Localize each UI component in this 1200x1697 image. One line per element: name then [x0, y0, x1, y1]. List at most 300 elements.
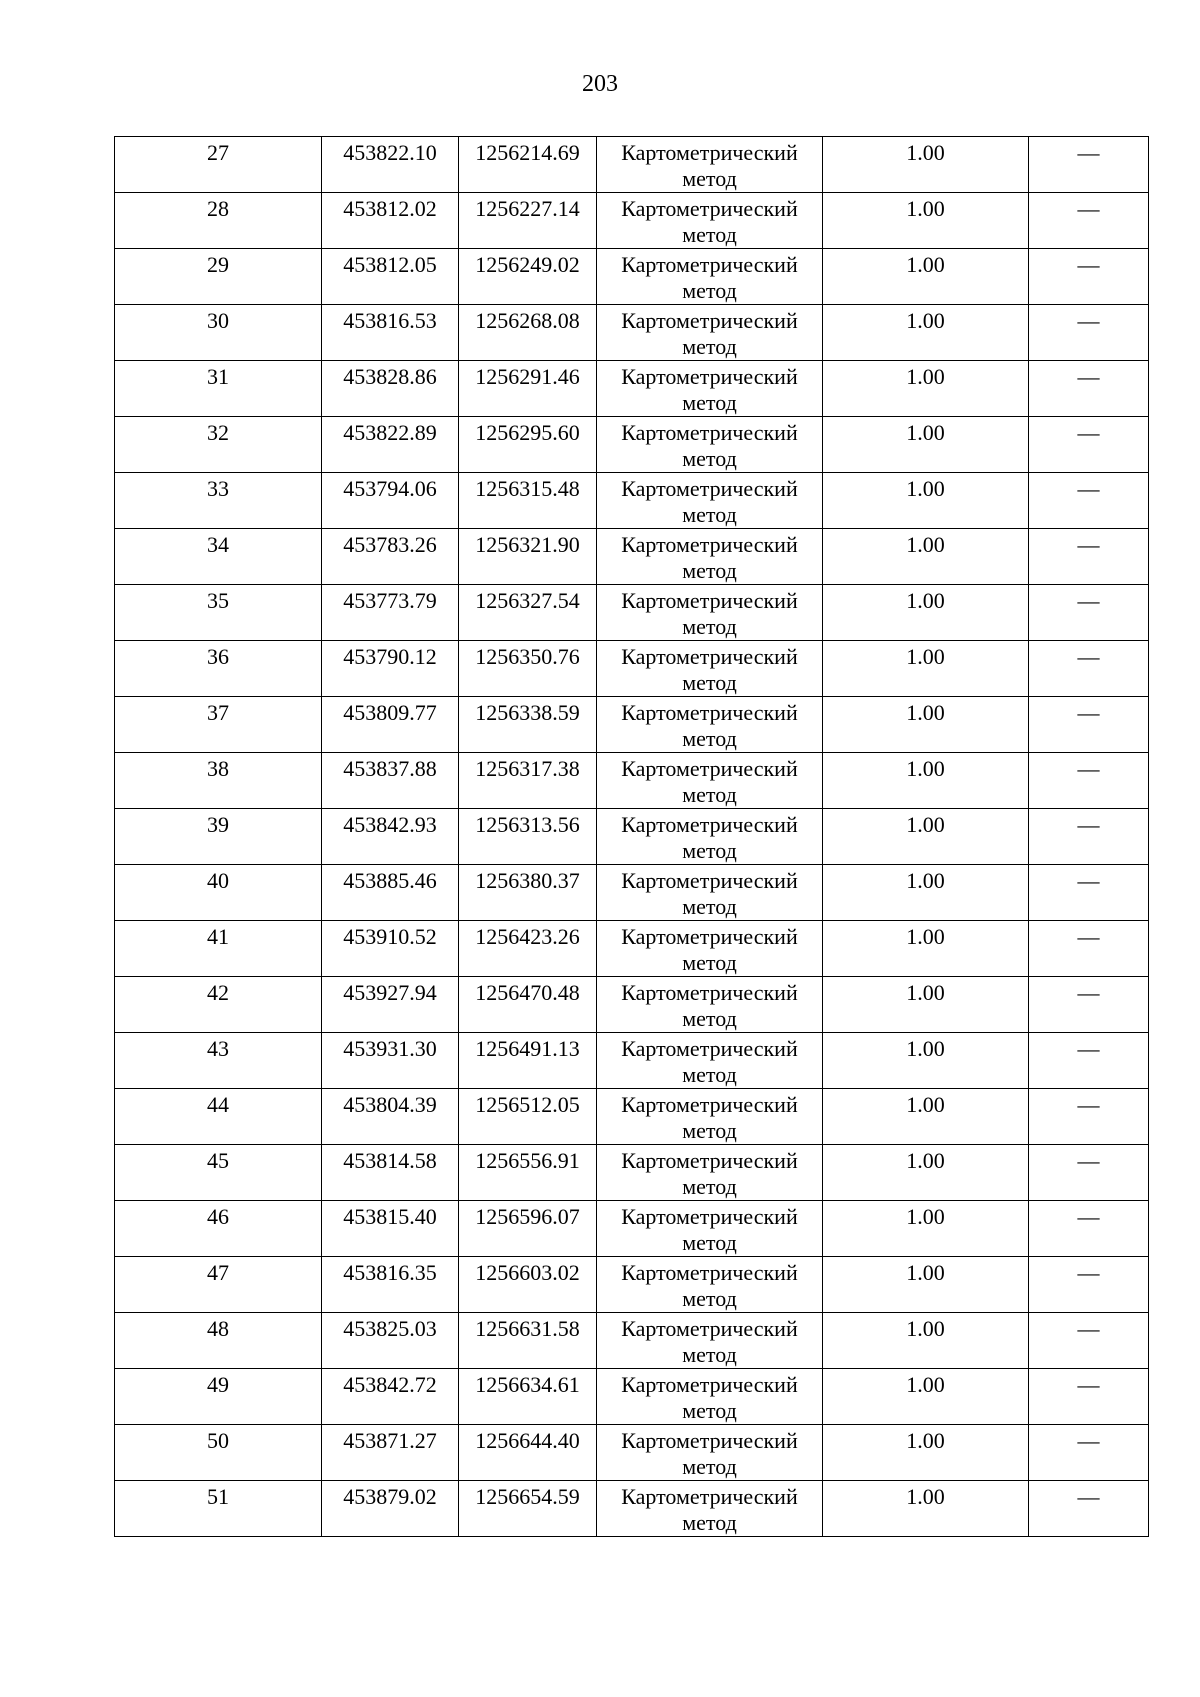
method-cell [597, 417, 823, 473]
method-line-2: метод [682, 1510, 737, 1535]
x-coordinate-cell-text: 453871.27 [343, 1428, 437, 1453]
y-coordinate-cell [459, 361, 597, 417]
accuracy-cell [823, 417, 1029, 473]
method-line-2: метод [682, 502, 737, 527]
y-coordinate-cell [459, 1033, 597, 1089]
table-row [115, 753, 1149, 809]
accuracy-cell-text: 1.00 [906, 420, 945, 445]
note-cell [1029, 137, 1149, 193]
point-number-cell [115, 809, 322, 865]
point-number-cell [115, 529, 322, 585]
method-cell [597, 1481, 823, 1537]
note-cell-text: — [1077, 1148, 1100, 1173]
y-coordinate-cell-text: 1256249.02 [475, 252, 580, 277]
x-coordinate-cell-text: 453910.52 [343, 924, 437, 949]
point-number-cell-text: 31 [207, 364, 229, 389]
table-row [115, 1425, 1149, 1481]
x-coordinate-cell-text: 453825.03 [343, 1316, 437, 1341]
accuracy-cell [823, 193, 1029, 249]
note-cell [1029, 1425, 1149, 1481]
y-coordinate-cell [459, 1257, 597, 1313]
note-cell [1029, 1257, 1149, 1313]
x-coordinate-cell [322, 865, 459, 921]
table-row [115, 1313, 1149, 1369]
table-row [115, 361, 1149, 417]
method-cell [597, 753, 823, 809]
method-cell [597, 697, 823, 753]
accuracy-cell-text: 1.00 [906, 1204, 945, 1229]
method-line-2: метод [682, 1118, 737, 1143]
table-row [115, 1033, 1149, 1089]
accuracy-cell-text: 1.00 [906, 532, 945, 557]
point-number-cell [115, 1145, 322, 1201]
x-coordinate-cell-text: 453816.35 [343, 1260, 437, 1285]
x-coordinate-cell-text: 453828.86 [343, 364, 437, 389]
table-row [115, 529, 1149, 585]
note-cell [1029, 585, 1149, 641]
y-coordinate-cell-text: 1256644.40 [475, 1428, 580, 1453]
method-text [597, 809, 822, 864]
page-number: 203 [582, 71, 618, 97]
y-coordinate-cell [459, 1201, 597, 1257]
note-cell-text: — [1077, 924, 1100, 949]
table-row [115, 697, 1149, 753]
note-cell [1029, 529, 1149, 585]
method-line-1: Картометрический [621, 196, 798, 221]
method-text [597, 361, 822, 416]
x-coordinate-cell-text: 453837.88 [343, 756, 437, 781]
x-coordinate-cell [322, 1201, 459, 1257]
point-number-cell-text: 44 [207, 1092, 229, 1117]
method-cell [597, 473, 823, 529]
point-number-cell [115, 585, 322, 641]
note-cell [1029, 977, 1149, 1033]
point-number-cell-text: 45 [207, 1148, 229, 1173]
point-number-cell-text: 38 [207, 756, 229, 781]
point-number-cell-text: 35 [207, 588, 229, 613]
method-line-1: Картометрический [621, 812, 798, 837]
method-line-2: метод [682, 446, 737, 471]
method-line-2: метод [682, 1286, 737, 1311]
accuracy-cell [823, 977, 1029, 1033]
x-coordinate-cell-text: 453804.39 [343, 1092, 437, 1117]
accuracy-cell [823, 1033, 1029, 1089]
x-coordinate-cell [322, 641, 459, 697]
point-number-cell [115, 865, 322, 921]
accuracy-cell-text: 1.00 [906, 812, 945, 837]
method-text [597, 1257, 822, 1312]
method-line-2: метод [682, 838, 737, 863]
point-number-cell-text: 41 [207, 924, 229, 949]
method-line-1: Картометрический [621, 1372, 798, 1397]
note-cell-text: — [1077, 140, 1100, 165]
point-number-cell [115, 1201, 322, 1257]
y-coordinate-cell [459, 697, 597, 753]
y-coordinate-cell-text: 1256227.14 [475, 196, 580, 221]
method-cell [597, 529, 823, 585]
x-coordinate-cell-text: 453783.26 [343, 532, 437, 557]
method-line-1: Картометрический [621, 252, 798, 277]
method-line-2: метод [682, 614, 737, 639]
method-cell [597, 193, 823, 249]
accuracy-cell [823, 1089, 1029, 1145]
note-cell-text: — [1077, 700, 1100, 725]
method-text [597, 641, 822, 696]
y-coordinate-cell-text: 1256315.48 [475, 476, 580, 501]
method-line-1: Картометрический [621, 1484, 798, 1509]
point-number-cell [115, 1481, 322, 1537]
note-cell [1029, 809, 1149, 865]
note-cell-text: — [1077, 1428, 1100, 1453]
method-line-2: метод [682, 558, 737, 583]
x-coordinate-cell-text: 453794.06 [343, 476, 437, 501]
y-coordinate-cell [459, 137, 597, 193]
method-line-1: Картометрический [621, 1204, 798, 1229]
method-line-2: метод [682, 1454, 737, 1479]
method-line-2: метод [682, 1062, 737, 1087]
x-coordinate-cell-text: 453842.72 [343, 1372, 437, 1397]
note-cell [1029, 1313, 1149, 1369]
note-cell-text: — [1077, 308, 1100, 333]
method-line-2: метод [682, 1006, 737, 1031]
method-text [597, 193, 822, 248]
x-coordinate-cell [322, 473, 459, 529]
point-number-cell [115, 753, 322, 809]
method-line-1: Картометрический [621, 924, 798, 949]
x-coordinate-cell [322, 1089, 459, 1145]
method-cell [597, 1425, 823, 1481]
x-coordinate-cell-text: 453927.94 [343, 980, 437, 1005]
note-cell [1029, 865, 1149, 921]
table-row [115, 641, 1149, 697]
coordinates-table [114, 136, 1149, 1537]
method-line-1: Картометрический [621, 532, 798, 557]
method-cell [597, 977, 823, 1033]
accuracy-cell [823, 361, 1029, 417]
accuracy-cell [823, 1257, 1029, 1313]
method-text [597, 921, 822, 976]
method-line-1: Картометрический [621, 1092, 798, 1117]
method-text [597, 1201, 822, 1256]
y-coordinate-cell [459, 1313, 597, 1369]
point-number-cell-text: 28 [207, 196, 229, 221]
x-coordinate-cell [322, 361, 459, 417]
accuracy-cell [823, 1481, 1029, 1537]
note-cell [1029, 1369, 1149, 1425]
note-cell-text: — [1077, 1204, 1100, 1229]
method-text [597, 697, 822, 752]
point-number-cell-text: 33 [207, 476, 229, 501]
point-number-cell [115, 1257, 322, 1313]
accuracy-cell [823, 809, 1029, 865]
method-text [597, 1089, 822, 1144]
method-line-2: метод [682, 222, 737, 247]
accuracy-cell-text: 1.00 [906, 1036, 945, 1061]
note-cell [1029, 697, 1149, 753]
method-line-2: метод [682, 1174, 737, 1199]
method-line-1: Картометрический [621, 420, 798, 445]
point-number-cell-text: 32 [207, 420, 229, 445]
method-line-1: Картометрический [621, 1316, 798, 1341]
note-cell [1029, 1033, 1149, 1089]
point-number-cell [115, 1033, 322, 1089]
method-line-2: метод [682, 894, 737, 919]
note-cell-text: — [1077, 588, 1100, 613]
method-text [597, 1369, 822, 1424]
x-coordinate-cell [322, 1257, 459, 1313]
note-cell-text: — [1077, 1372, 1100, 1397]
accuracy-cell [823, 305, 1029, 361]
method-text [597, 585, 822, 640]
method-text [597, 1481, 822, 1536]
point-number-cell [115, 417, 322, 473]
point-number-cell [115, 977, 322, 1033]
accuracy-cell-text: 1.00 [906, 196, 945, 221]
x-coordinate-cell-text: 453773.79 [343, 588, 437, 613]
x-coordinate-cell [322, 697, 459, 753]
table-row [115, 473, 1149, 529]
point-number-cell-text: 42 [207, 980, 229, 1005]
accuracy-cell-text: 1.00 [906, 1316, 945, 1341]
point-number-cell-text: 49 [207, 1372, 229, 1397]
method-line-1: Картометрический [621, 868, 798, 893]
accuracy-cell-text: 1.00 [906, 308, 945, 333]
accuracy-cell-text: 1.00 [906, 924, 945, 949]
accuracy-cell [823, 473, 1029, 529]
y-coordinate-cell-text: 1256380.37 [475, 868, 580, 893]
table-row [115, 249, 1149, 305]
accuracy-cell-text: 1.00 [906, 756, 945, 781]
note-cell [1029, 1145, 1149, 1201]
x-coordinate-cell [322, 137, 459, 193]
point-number-cell [115, 1089, 322, 1145]
method-text [597, 1313, 822, 1368]
y-coordinate-cell-text: 1256291.46 [475, 364, 580, 389]
method-text [597, 1145, 822, 1200]
table-row [115, 1257, 1149, 1313]
method-line-1: Картометрический [621, 980, 798, 1005]
note-cell [1029, 641, 1149, 697]
note-cell [1029, 417, 1149, 473]
method-line-1: Картометрический [621, 1260, 798, 1285]
y-coordinate-cell [459, 1369, 597, 1425]
point-number-cell [115, 697, 322, 753]
accuracy-cell [823, 921, 1029, 977]
y-coordinate-cell-text: 1256338.59 [475, 700, 580, 725]
method-cell [597, 921, 823, 977]
method-cell [597, 641, 823, 697]
note-cell-text: — [1077, 532, 1100, 557]
y-coordinate-cell [459, 753, 597, 809]
x-coordinate-cell-text: 453822.89 [343, 420, 437, 445]
note-cell-text: — [1077, 1092, 1100, 1117]
point-number-cell [115, 1369, 322, 1425]
method-cell [597, 809, 823, 865]
method-line-1: Картометрический [621, 1148, 798, 1173]
point-number-cell [115, 193, 322, 249]
point-number-cell-text: 36 [207, 644, 229, 669]
point-number-cell [115, 641, 322, 697]
y-coordinate-cell-text: 1256327.54 [475, 588, 580, 613]
y-coordinate-cell [459, 977, 597, 1033]
table-row [115, 865, 1149, 921]
method-line-1: Картометрический [621, 1036, 798, 1061]
method-line-2: метод [682, 1230, 737, 1255]
x-coordinate-cell-text: 453814.58 [343, 1148, 437, 1173]
table-row [115, 585, 1149, 641]
method-line-2: метод [682, 950, 737, 975]
method-line-1: Картометрический [621, 476, 798, 501]
y-coordinate-cell [459, 305, 597, 361]
table-row [115, 137, 1149, 193]
point-number-cell [115, 249, 322, 305]
method-line-1: Картометрический [621, 140, 798, 165]
point-number-cell-text: 43 [207, 1036, 229, 1061]
point-number-cell-text: 48 [207, 1316, 229, 1341]
note-cell-text: — [1077, 196, 1100, 221]
method-line-2: метод [682, 782, 737, 807]
accuracy-cell-text: 1.00 [906, 644, 945, 669]
table-row [115, 1481, 1149, 1537]
point-number-cell [115, 921, 322, 977]
x-coordinate-cell-text: 453816.53 [343, 308, 437, 333]
y-coordinate-cell [459, 641, 597, 697]
accuracy-cell-text: 1.00 [906, 980, 945, 1005]
point-number-cell-text: 37 [207, 700, 229, 725]
point-number-cell-text: 46 [207, 1204, 229, 1229]
accuracy-cell-text: 1.00 [906, 700, 945, 725]
table-body [115, 137, 1149, 1537]
accuracy-cell-text: 1.00 [906, 1092, 945, 1117]
x-coordinate-cell [322, 249, 459, 305]
method-text [597, 1425, 822, 1480]
x-coordinate-cell [322, 1145, 459, 1201]
x-coordinate-cell [322, 921, 459, 977]
note-cell-text: — [1077, 868, 1100, 893]
method-text [597, 977, 822, 1032]
method-line-2: метод [682, 278, 737, 303]
table-row [115, 977, 1149, 1033]
method-text [597, 529, 822, 584]
y-coordinate-cell-text: 1256295.60 [475, 420, 580, 445]
x-coordinate-cell-text: 453815.40 [343, 1204, 437, 1229]
table-row [115, 305, 1149, 361]
method-text [597, 753, 822, 808]
y-coordinate-cell [459, 865, 597, 921]
note-cell [1029, 1201, 1149, 1257]
point-number-cell [115, 137, 322, 193]
note-cell [1029, 249, 1149, 305]
method-cell [597, 1201, 823, 1257]
x-coordinate-cell [322, 1425, 459, 1481]
x-coordinate-cell [322, 753, 459, 809]
method-cell [597, 361, 823, 417]
method-cell [597, 1369, 823, 1425]
point-number-cell-text: 34 [207, 532, 229, 557]
accuracy-cell [823, 249, 1029, 305]
method-text [597, 1033, 822, 1088]
accuracy-cell-text: 1.00 [906, 476, 945, 501]
method-cell [597, 865, 823, 921]
method-cell [597, 305, 823, 361]
note-cell-text: — [1077, 980, 1100, 1005]
y-coordinate-cell [459, 193, 597, 249]
method-cell [597, 137, 823, 193]
x-coordinate-cell [322, 305, 459, 361]
accuracy-cell [823, 641, 1029, 697]
y-coordinate-cell-text: 1256556.91 [475, 1148, 580, 1173]
x-coordinate-cell [322, 809, 459, 865]
y-coordinate-cell-text: 1256423.26 [475, 924, 580, 949]
method-text [597, 305, 822, 360]
point-number-cell-text: 29 [207, 252, 229, 277]
method-cell [597, 249, 823, 305]
point-number-cell-text: 51 [207, 1484, 229, 1509]
x-coordinate-cell-text: 453885.46 [343, 868, 437, 893]
y-coordinate-cell-text: 1256512.05 [475, 1092, 580, 1117]
note-cell-text: — [1077, 476, 1100, 501]
accuracy-cell [823, 529, 1029, 585]
table-row [115, 809, 1149, 865]
note-cell [1029, 753, 1149, 809]
note-cell-text: — [1077, 364, 1100, 389]
x-coordinate-cell [322, 1313, 459, 1369]
y-coordinate-cell-text: 1256317.38 [475, 756, 580, 781]
x-coordinate-cell [322, 529, 459, 585]
accuracy-cell-text: 1.00 [906, 252, 945, 277]
method-line-2: метод [682, 390, 737, 415]
method-cell [597, 1313, 823, 1369]
x-coordinate-cell [322, 417, 459, 473]
point-number-cell-text: 40 [207, 868, 229, 893]
note-cell-text: — [1077, 252, 1100, 277]
method-line-1: Картометрический [621, 364, 798, 389]
y-coordinate-cell-text: 1256321.90 [475, 532, 580, 557]
method-line-1: Картометрический [621, 308, 798, 333]
accuracy-cell-text: 1.00 [906, 1484, 945, 1509]
x-coordinate-cell [322, 1481, 459, 1537]
table-row [115, 417, 1149, 473]
accuracy-cell-text: 1.00 [906, 868, 945, 893]
accuracy-cell-text: 1.00 [906, 140, 945, 165]
y-coordinate-cell-text: 1256350.76 [475, 644, 580, 669]
method-text [597, 137, 822, 192]
x-coordinate-cell [322, 977, 459, 1033]
method-line-2: метод [682, 166, 737, 191]
x-coordinate-cell-text: 453931.30 [343, 1036, 437, 1061]
table-row [115, 1145, 1149, 1201]
table-row [115, 921, 1149, 977]
accuracy-cell [823, 1425, 1029, 1481]
accuracy-cell [823, 1369, 1029, 1425]
accuracy-cell [823, 865, 1029, 921]
point-number-cell [115, 361, 322, 417]
note-cell [1029, 1481, 1149, 1537]
accuracy-cell [823, 753, 1029, 809]
point-number-cell-text: 27 [207, 140, 229, 165]
note-cell-text: — [1077, 1484, 1100, 1509]
method-line-2: метод [682, 1342, 737, 1367]
point-number-cell-text: 39 [207, 812, 229, 837]
method-line-2: метод [682, 726, 737, 751]
y-coordinate-cell-text: 1256313.56 [475, 812, 580, 837]
point-number-cell [115, 1313, 322, 1369]
point-number-cell [115, 473, 322, 529]
y-coordinate-cell [459, 529, 597, 585]
note-cell-text: — [1077, 644, 1100, 669]
x-coordinate-cell [322, 193, 459, 249]
note-cell [1029, 473, 1149, 529]
